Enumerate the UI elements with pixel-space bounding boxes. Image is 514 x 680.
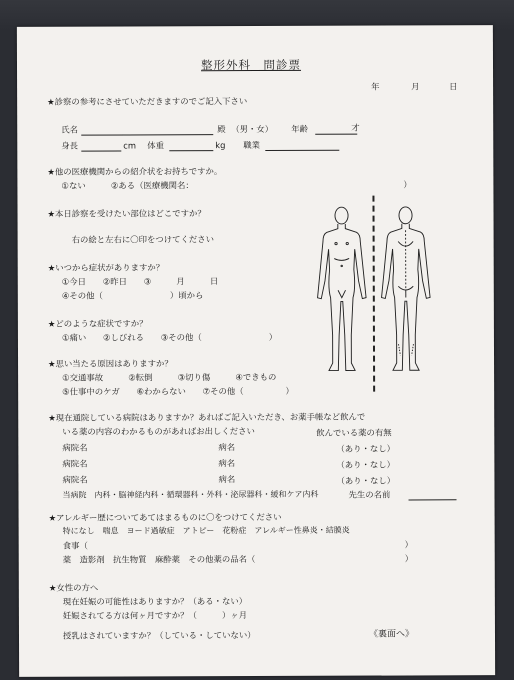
disease-label-2: 病名 [218, 458, 236, 469]
medicine-yn-1[interactable]: （あり・なし） [336, 443, 395, 454]
date-day: 日 [449, 81, 458, 92]
questionnaire-paper [17, 25, 495, 677]
disease-label-3: 病名 [218, 474, 236, 485]
job-label: 職業 [243, 139, 261, 151]
honorific-label: 殿 [217, 124, 226, 135]
q5-question: ★思い当たる原因はありますか？ [48, 358, 173, 369]
q1-close: ） [403, 179, 412, 190]
page-title: 整形外科 問診票 [200, 57, 302, 73]
q4-options[interactable]: ①痛い ②しびれる ③その他（ ） [61, 331, 278, 343]
drug-options[interactable]: 薬 造影剤 抗生物質 麻酔薬 その他薬の品名（ [62, 554, 256, 565]
q3-question: ★いつから症状がありますか？ [47, 262, 165, 273]
q5-options-1[interactable]: ①交通事故 ②転倒 ③切り傷 ④できもの [62, 371, 277, 383]
q3-options-2[interactable]: ④その他（ ）頃から [61, 290, 204, 301]
doctor-name-label: 先生の名前 [348, 489, 391, 500]
body-back-figure[interactable] [377, 201, 434, 379]
q6-medicine-header: 飲んでいる薬の有無 [316, 427, 392, 438]
hospital-label-1: 病院名 [62, 442, 88, 453]
weight-unit: kg [215, 140, 226, 151]
sex-options[interactable]: （男・女） [231, 123, 274, 135]
food-label: 食事（ [62, 540, 88, 551]
hospital-label-3: 病院名 [62, 474, 88, 485]
q7-question: ★アレルギー歴についてあてはまるものに〇をつけてください [48, 511, 282, 523]
date-month: 月 [411, 81, 420, 92]
pregnancy-months[interactable]: 妊娠されてる方は何ヶ月ですか？（ ）ヶ月 [62, 610, 248, 621]
q1-options[interactable]: ①ない ②ある（医療機関名： [61, 180, 194, 191]
medicine-yn-3[interactable]: （あり・なし） [336, 475, 396, 486]
drug-close: ） [404, 553, 414, 564]
name-label: 氏名 [61, 124, 78, 135]
q6-question: ★現在通院している病院はありますか？あればご記入いただき、お薬手帳など飲んで [48, 411, 366, 423]
breastfeeding-question[interactable]: 授乳はされていますか？（している・していない） [62, 630, 256, 641]
weight-label: 体重 [147, 140, 165, 151]
q6-question-cont: いる薬の内容のわかるものがあればお出しください [62, 426, 255, 437]
food-close: ） [404, 539, 414, 550]
medicine-yn-2[interactable]: （あり・なし） [336, 459, 396, 470]
doctor-name-field[interactable] [409, 499, 457, 500]
age-unit: 才 [351, 122, 360, 133]
age-label: 年齢 [291, 123, 308, 134]
hospital-label-2: 病院名 [62, 458, 88, 469]
next-page-note: 《裏面へ》 [368, 629, 415, 640]
q7-options[interactable]: 特になし 喘息 ヨード過敏症 アトピー 花粉症 アレルギー性鼻炎・結膜炎 [62, 525, 350, 536]
age-field[interactable] [315, 134, 357, 135]
height-unit: cm [123, 140, 137, 151]
disease-label-1: 病名 [218, 442, 236, 453]
name-field[interactable] [81, 134, 213, 135]
q8-question: ★女性の方へ [48, 582, 99, 593]
q3-options-1[interactable]: ①今日 ②昨日 ③ 月 日 [61, 276, 219, 287]
q2-question: ★本日診察を受けたい部位はどこですか？ [47, 208, 206, 219]
job-field[interactable] [265, 150, 339, 151]
height-field[interactable] [81, 150, 121, 151]
q2-instruction: 右の絵と左右に〇印をつけてください [71, 234, 215, 245]
front-back-divider [372, 196, 375, 392]
pregnancy-question[interactable]: 現在妊娠の可能性はありますか？（ある・ない） [62, 596, 248, 607]
q1-question: ★他の医療機関からの紹介状をお持ちですか。 [47, 166, 223, 177]
local-hospital-depts[interactable]: 当病院 内科・脳神経内科・循環器科・外科・泌尿器科・緩和ケア内科 [62, 489, 319, 500]
q4-question: ★どのような症状ですか？ [47, 318, 148, 329]
intro-text: ★診察の参考にさせていただきますのでご記入下さい [47, 96, 248, 107]
weight-field[interactable] [169, 150, 213, 151]
body-front-figure[interactable] [313, 202, 370, 380]
height-label: 身長 [61, 140, 79, 151]
q5-options-2[interactable]: ⑤仕事中のケガ ⑥わからない ⑦その他（ ） [62, 385, 294, 397]
date-year: 年 [371, 81, 380, 92]
